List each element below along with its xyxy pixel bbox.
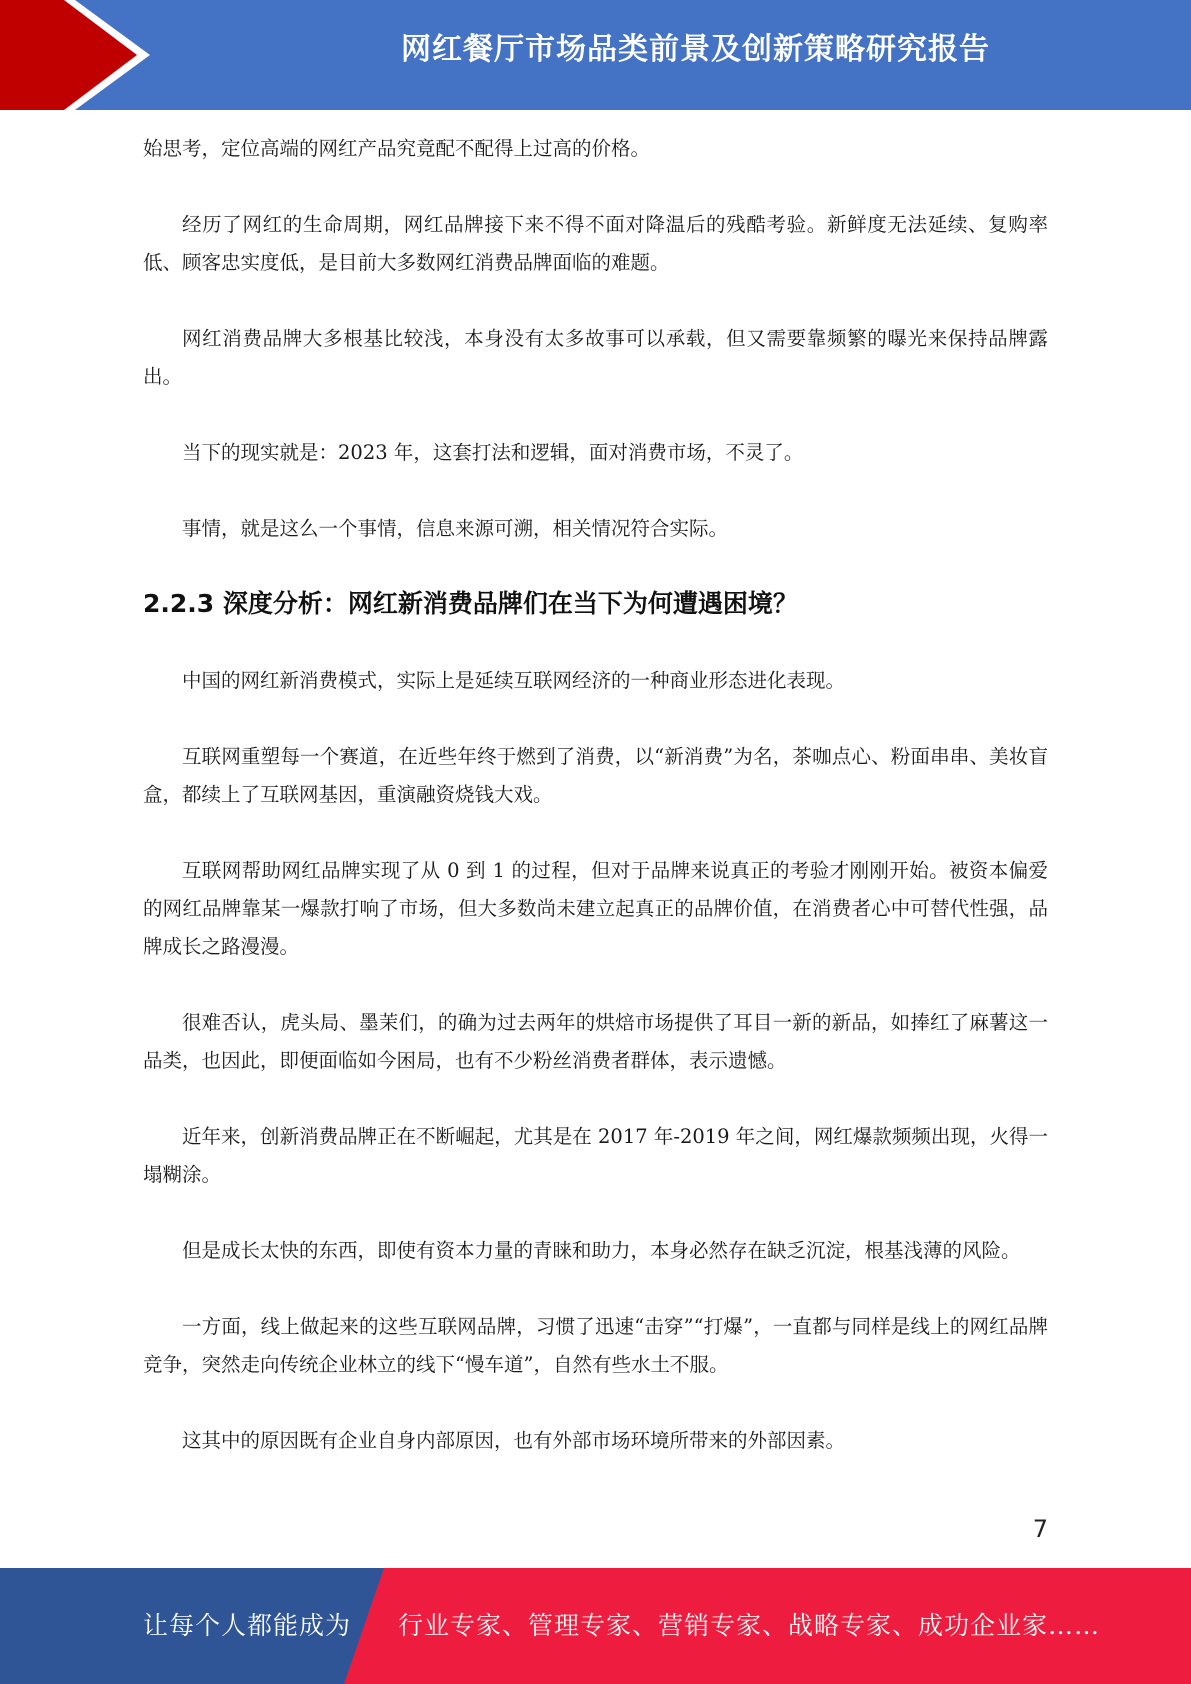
document-body	[143, 130, 1048, 1460]
paragraph: 近年来，创新消费品牌正在不断崛起，尤其是在 2017 年-2019 年之间，网红爆款频频出现，火得一塌糊涂。	[143, 1125, 1048, 1186]
paragraph: 这其中的原因既有企业自身内部原因，也有外部市场环境所带来的外部因素。	[182, 1429, 846, 1452]
paragraph: 互联网重塑每一个赛道，在近些年终于燃到了消费，以“新消费”为名，茶咖点心、粉面串串、美妆盲盒，都续上了互联网基因，重演融资烧钱大戏。	[143, 745, 1048, 806]
paragraph: 当下的现实就是：2023 年，这套打法和逻辑，面对消费市场，不灵了。	[182, 441, 804, 464]
section-heading: 2.2.3 深度分析：网红新消费品牌们在当下为何遭遇困境？	[143, 589, 798, 618]
paragraph: 很难否认，虎头局、墨茉们，的确为过去两年的烘焙市场提供了耳目一新的新品，如捧红了麻薯这一品类，也因此，即便面临如今困局，也有不少粉丝消费者群体，表示遗憾。	[143, 1011, 1048, 1072]
paragraph: 一方面，线上做起来的这些互联网品牌，习惯了迅速“击穿”“打爆”，一直都与同样是线上的网红品牌竞争，突然走向传统企业林立的线下“慢车道”，自然有些水土不服。	[143, 1315, 1048, 1376]
paragraph: 但是成长太快的东西，即使有资本力量的青睐和助力，本身必然存在缺乏沉淀，根基浅薄的风险。	[182, 1239, 1021, 1262]
paragraph: 始思考，定位高端的网红产品究竟配不配得上过高的价格。	[143, 137, 651, 160]
header-arrow-red	[0, 0, 137, 110]
footer-slogan-right: 行业专家、管理专家、营销专家、战略专家、成功企业家……	[398, 1611, 1101, 1640]
paragraph: 网红消费品牌大多根基比较浅，本身没有太多故事可以承载，但又需要靠频繁的曝光来保持品牌露出。	[143, 327, 1048, 388]
page-number: 7	[1032, 1515, 1048, 1543]
paragraph: 事情，就是这么一个事情，信息来源可溯，相关情况符合实际。	[182, 517, 729, 540]
report-title: 网红餐厅市场品类前景及创新策略研究报告	[401, 32, 990, 67]
header-arrow-decoration	[0, 0, 160, 110]
paragraph: 经历了网红的生命周期，网红品牌接下来不得不面对降温后的残酷考验。新鲜度无法延续、复购率低、顾客忠实度低，是目前大多数网红消费品牌面临的难题。	[143, 213, 1048, 274]
paragraph: 中国的网红新消费模式，实际上是延续互联网经济的一种商业形态进化表现。	[182, 669, 846, 692]
footer-slogan-left: 让每个人都能成为	[143, 1611, 352, 1640]
page-footer	[0, 1568, 1191, 1684]
paragraph: 互联网帮助网红品牌实现了从 0 到 1 的过程，但对于品牌来说真正的考验才刚刚开始。被资本偏爱的网红品牌靠某一爆款打响了市场，但大多数尚未建立起真正的品牌价值，在消费者心中可替代性强，品牌成长之路漫漫。	[143, 859, 1048, 958]
page-header	[0, 0, 1191, 110]
